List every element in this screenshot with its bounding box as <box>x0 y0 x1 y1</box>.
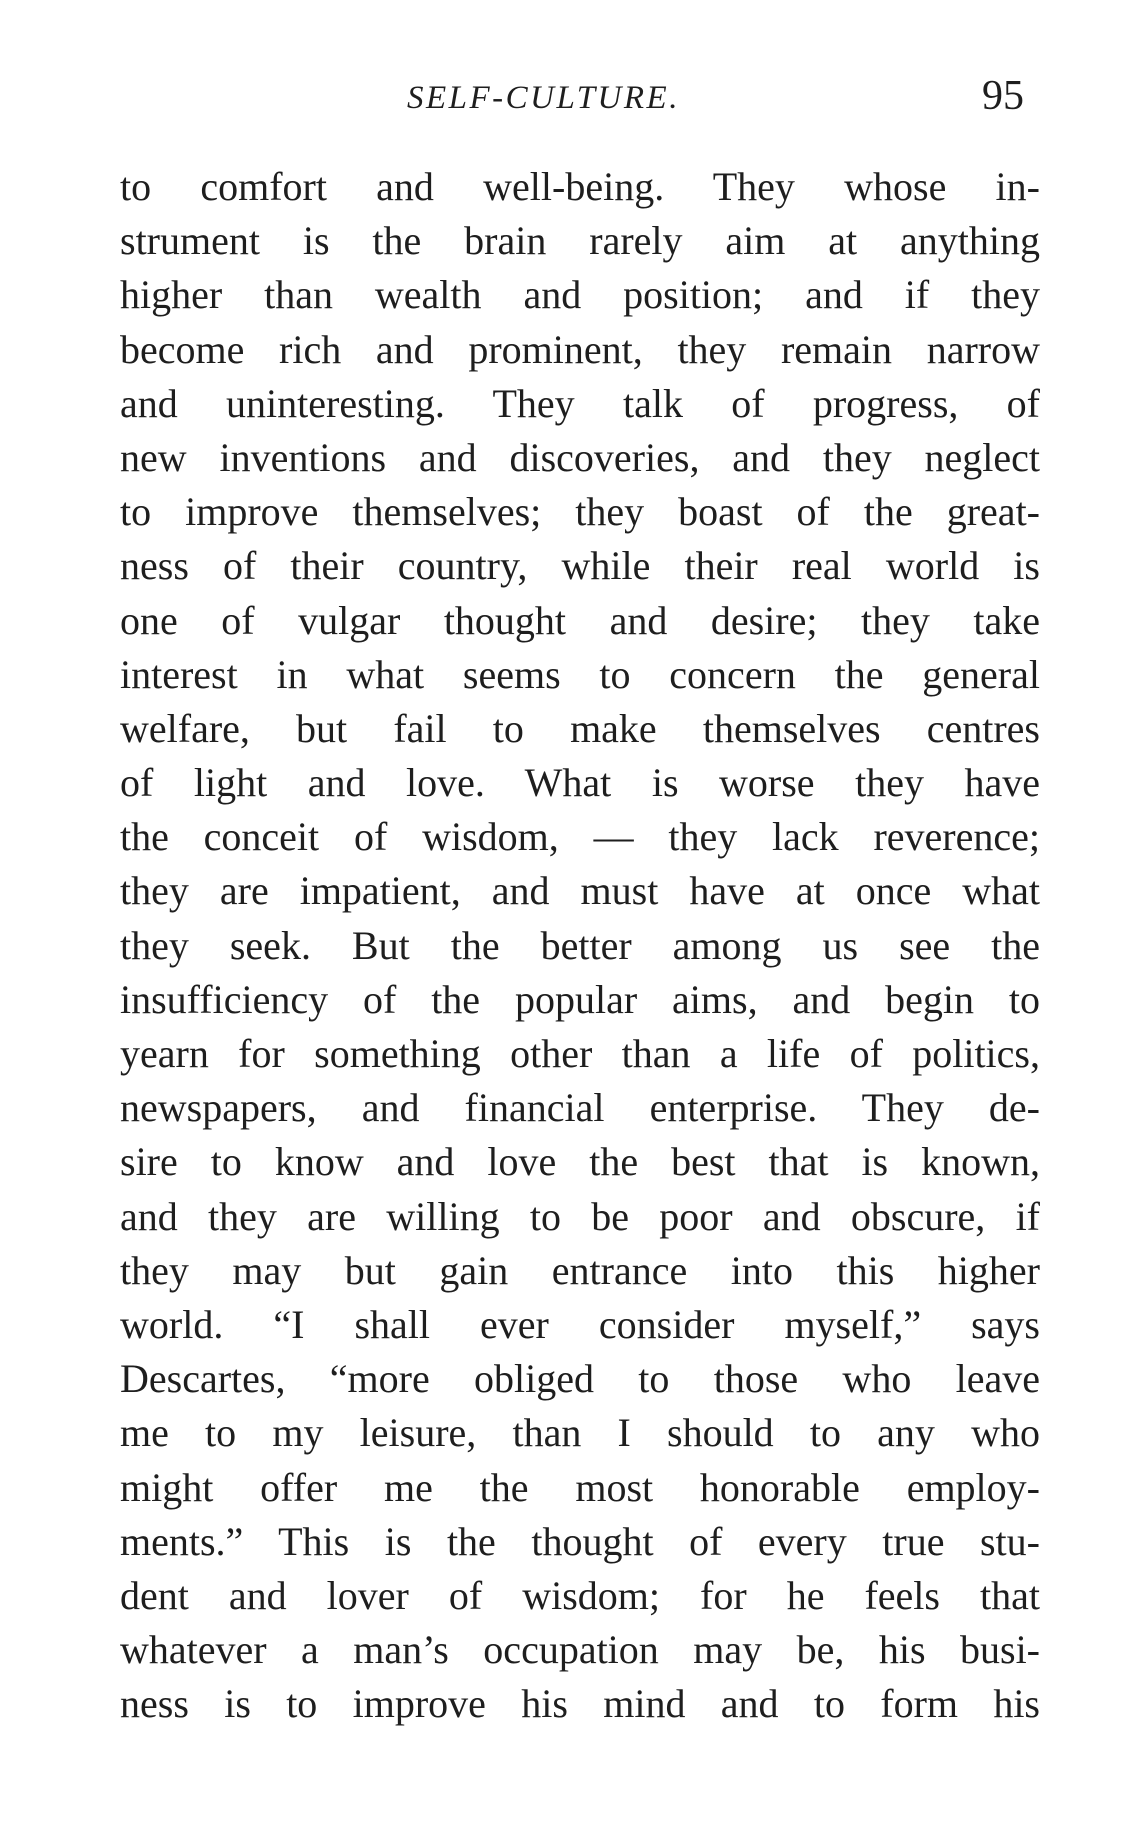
text-line: welfare, but fail to make themselves centres <box>120 705 1040 751</box>
text-line: become rich and prominent, they remain narrow <box>120 326 1040 372</box>
text-line: and they are willing to be poor and obscure, if <box>120 1193 1040 1239</box>
text-line: and uninteresting. They talk of progress, of <box>120 380 1040 426</box>
text-line: yearn for something other than a life of politics, <box>120 1031 1040 1076</box>
text-line: of light and love. What is worse they have <box>120 760 1040 806</box>
text-line: ness of their country, while their real world is <box>120 543 1040 589</box>
text-line: strument is the brain rarely aim at anything <box>120 218 1040 264</box>
text-line: one of vulgar thought and desire; they take <box>120 597 1040 643</box>
text-line: ments.” This is the thought of every true stu- <box>120 1518 1040 1564</box>
text-line: world. “I shall ever consider myself,” says <box>120 1301 1040 1347</box>
text-line: they may but gain entrance into this higher <box>120 1247 1040 1293</box>
page-number: 95 <box>982 73 1024 119</box>
running-title: SELF-CULTURE. <box>407 80 680 116</box>
text-line: they are impatient, and must have at once what <box>120 868 1040 914</box>
text-line: sire to know and love the best that is known, <box>120 1139 1040 1185</box>
text-line: to comfort and well-being. They whose in- <box>120 164 1040 209</box>
text-line: the conceit of wisdom, — they lack reverence; <box>120 814 1040 860</box>
text-line: insufficiency of the popular aims, and begin to <box>120 976 1040 1022</box>
text-line: me to my leisure, than I should to any who <box>120 1410 1040 1456</box>
text-line: Descartes, “more obliged to those who leave <box>120 1356 1040 1402</box>
text-line: might offer me the most honorable employ- <box>120 1464 1040 1510</box>
text-line: interest in what seems to concern the general <box>120 651 1040 697</box>
text-line: new inventions and discoveries, and they neglect <box>120 434 1040 480</box>
text-line: to improve themselves; they boast of the great- <box>120 489 1040 535</box>
text-line: newspapers, and financial enterprise. They de- <box>120 1085 1040 1131</box>
text-line: whatever a man’s occupation may be, his busi- <box>120 1627 1040 1673</box>
text-line: they seek. But the better among us see the <box>120 922 1040 968</box>
body-text <box>120 160 1040 1731</box>
text-line: dent and lover of wisdom; for he feels that <box>120 1572 1040 1618</box>
text-line: ness is to improve his mind and to form his <box>120 1681 1040 1727</box>
text-line: higher than wealth and position; and if they <box>120 272 1040 318</box>
